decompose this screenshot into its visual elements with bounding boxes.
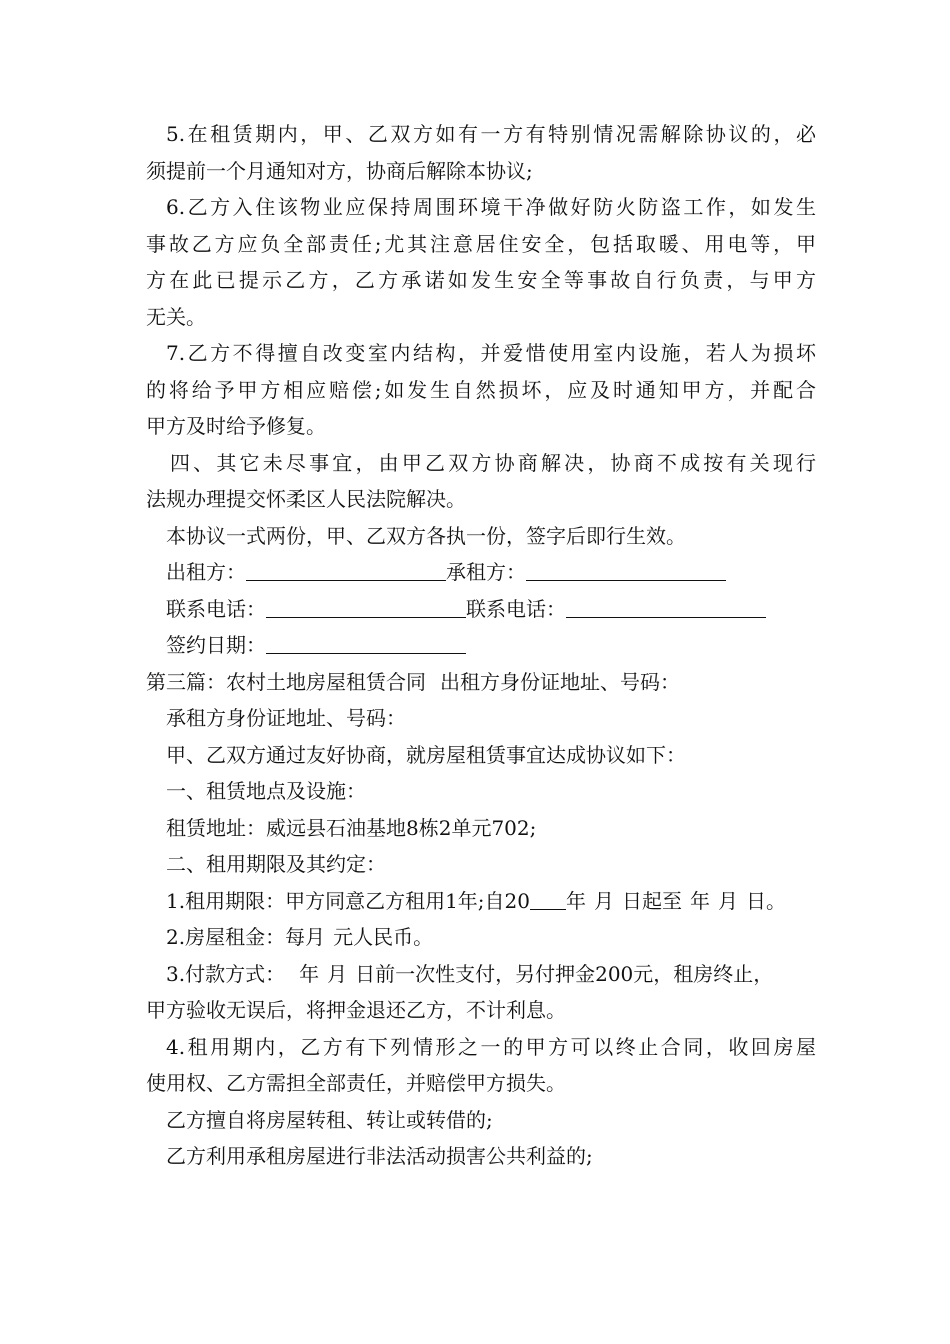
lessor-label: 出租方： bbox=[166, 560, 246, 584]
payment-text: 日前一次性支付，另付押金200元，租房终止， bbox=[355, 961, 774, 986]
lessee-id-label: 承租方身份证地址、号码： bbox=[166, 706, 406, 730]
rent-currency: 元人民币。 bbox=[333, 925, 434, 949]
clause-7-line-1: 7.乙方不得擅自改变室内结构，并爱惜使用室内设施，若人为损坏 bbox=[166, 341, 816, 365]
rent-text: 2.房屋租金：每月 bbox=[166, 925, 326, 949]
payment-month: 月 bbox=[327, 961, 348, 986]
term-day-from: 日起至 bbox=[622, 888, 682, 913]
document-body bbox=[146, 116, 816, 1175]
part-3-heading-row bbox=[146, 664, 816, 701]
copies-statement: 本协议一式两份，甲、乙双方各执一份，签字后即行生效。 bbox=[166, 523, 686, 548]
agreement-intro: 甲、乙双方通过友好协商，就房屋租赁事宜达成协议如下： bbox=[166, 742, 686, 767]
termination-line-1: 4.租用期内，乙方有下列情形之一的甲方可以终止合同，收回房屋 bbox=[166, 1034, 816, 1059]
date-label: 签约日期： bbox=[166, 633, 266, 657]
term-month: 月 bbox=[594, 888, 614, 913]
section-4-line-1: 四、其它未尽事宜，由甲乙双方协商解决，协商不成按有关现行 bbox=[170, 450, 816, 475]
signature-parties-row bbox=[146, 554, 816, 591]
payment-label: 3.付款方式： bbox=[166, 961, 286, 986]
termination-line-2: 使用权、乙方需担全部责任，并赔偿甲方损失。 bbox=[146, 1071, 566, 1095]
rent-row bbox=[146, 919, 816, 956]
lease-term-text: 1.租用期限：甲方同意乙方租用1年;自20 bbox=[166, 888, 530, 913]
lessee-label: 承租方： bbox=[446, 560, 526, 584]
part-3-heading: 第三篇：农村土地房屋租赁合同 bbox=[146, 669, 426, 694]
section-2-title: 二、租用期限及其约定： bbox=[166, 852, 386, 876]
year-blank bbox=[530, 889, 566, 910]
lessor-blank bbox=[246, 560, 446, 581]
clause-5-line-1: 5.在租赁期内，甲、乙双方如有一方有特别情况需解除协议的，必 bbox=[166, 122, 816, 146]
term-end-month: 月 bbox=[718, 888, 738, 913]
lessor-id-label: 出租方身份证地址、号码： bbox=[440, 669, 680, 694]
clause-6-line-4: 无关。 bbox=[146, 304, 206, 329]
signature-phone-row bbox=[146, 591, 816, 628]
date-blank bbox=[266, 633, 466, 654]
clause-6-line-1: 6.乙方入住该物业应保持周围环境干净做好防火防盗工作，如发生 bbox=[166, 195, 816, 219]
payment-line-2: 甲方验收无误后，将押金退还乙方，不计利息。 bbox=[146, 998, 566, 1022]
clause-5-line-2: 须提前一个月通知对方，协商后解除本协议; bbox=[146, 158, 533, 183]
clause-6-line-2: 事故乙方应负全部责任;尤其注意居住安全，包括取暖、用电等，甲 bbox=[146, 231, 816, 256]
termination-case-1: 乙方擅自将房屋转租、转让或转借的; bbox=[166, 1107, 493, 1132]
rental-address: 租赁地址：威远县石油基地8栋2单元702; bbox=[166, 815, 537, 840]
term-year: 年 bbox=[566, 888, 586, 913]
signature-date-row bbox=[146, 627, 816, 664]
clause-6-line-3: 方在此已提示乙方，乙方承诺如发生安全等事故自行负责，与甲方 bbox=[146, 268, 816, 292]
payment-row bbox=[146, 956, 816, 993]
phone-blank-lessee bbox=[566, 597, 766, 618]
lease-term-row bbox=[146, 883, 816, 920]
phone-label-lessor: 联系电话： bbox=[166, 596, 266, 621]
section-1-title: 一、租赁地点及设施： bbox=[166, 779, 366, 803]
term-end-day: 日。 bbox=[746, 888, 786, 913]
phone-blank-lessor bbox=[266, 597, 466, 618]
payment-year: 年 bbox=[299, 961, 320, 986]
clause-7-line-3: 甲方及时给予修复。 bbox=[146, 414, 326, 438]
section-4-line-2: 法规办理提交怀柔区人民法院解决。 bbox=[146, 487, 466, 511]
termination-case-2: 乙方利用承租房屋进行非法活动损害公共利益的; bbox=[166, 1144, 593, 1168]
clause-7-line-2: 的将给予甲方相应赔偿;如发生自然损坏，应及时通知甲方，并配合 bbox=[146, 377, 816, 402]
phone-label-lessee: 联系电话： bbox=[466, 596, 566, 621]
term-end-year: 年 bbox=[690, 888, 710, 913]
lessee-blank bbox=[526, 560, 726, 581]
